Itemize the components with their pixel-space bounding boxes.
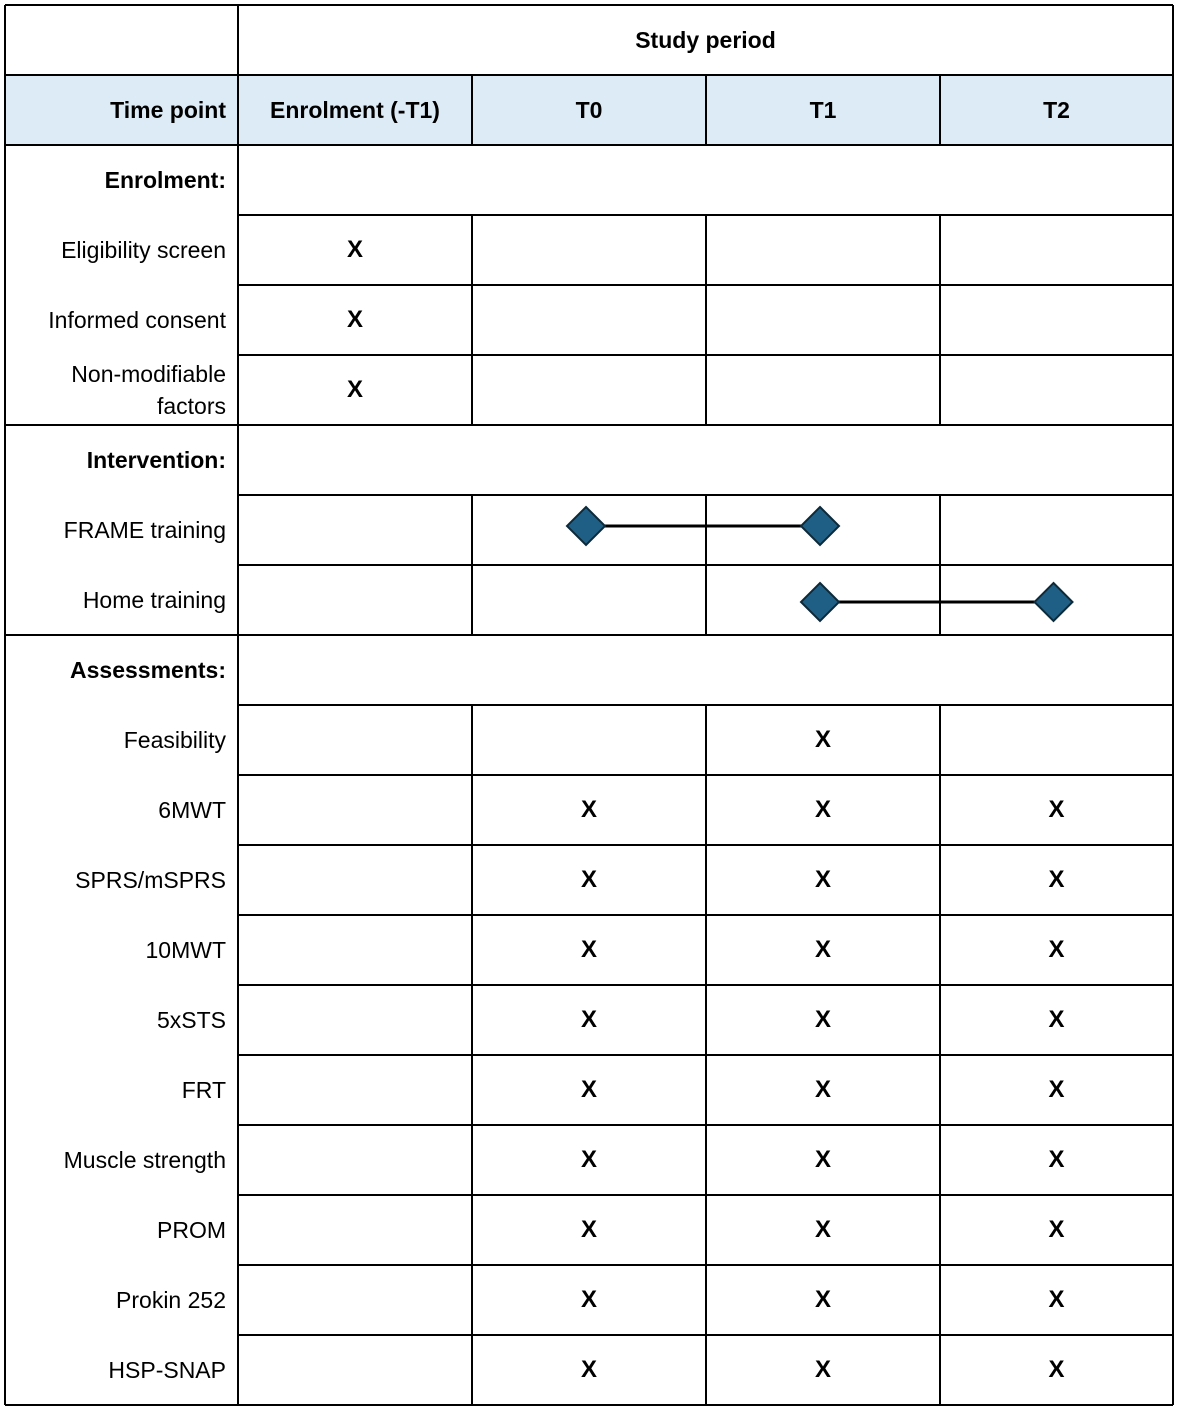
check-mark: X	[346, 236, 363, 263]
row-label: FRT	[181, 1077, 226, 1103]
column-header-t1: T1	[809, 96, 837, 123]
timeline-end-diamond	[1035, 583, 1073, 621]
section-title: Enrolment:	[104, 167, 226, 193]
check-mark: X	[1048, 936, 1065, 963]
column-header-enrolment: Enrolment (-T1)	[270, 96, 440, 123]
column-header-t2: T2	[1043, 96, 1070, 123]
check-mark: X	[580, 866, 597, 893]
check-mark: X	[1048, 1286, 1065, 1313]
check-mark: X	[814, 1356, 831, 1383]
row-label: 10MWT	[145, 937, 226, 963]
row-label: Prokin 252	[116, 1287, 226, 1313]
row-label: Home training	[82, 587, 226, 613]
check-mark: X	[814, 796, 831, 823]
check-mark: X	[814, 936, 831, 963]
check-mark: X	[1048, 866, 1065, 893]
row-label: HSP-SNAP	[108, 1357, 226, 1383]
check-mark: X	[1048, 1216, 1065, 1243]
row-label: Muscle strength	[63, 1147, 226, 1173]
check-mark: X	[1048, 1006, 1065, 1033]
check-mark: X	[1048, 1356, 1065, 1383]
check-mark: X	[814, 1286, 831, 1313]
row-label: FRAME training	[63, 517, 226, 543]
check-mark: X	[580, 1216, 597, 1243]
check-mark: X	[580, 1076, 597, 1103]
check-mark: X	[814, 1006, 831, 1033]
row-label: PROM	[157, 1217, 226, 1243]
check-mark: X	[580, 1286, 597, 1313]
timeline-end-diamond	[801, 507, 839, 545]
check-mark: X	[346, 306, 363, 333]
row-label: Feasibility	[123, 727, 226, 753]
check-mark: X	[580, 796, 597, 823]
row-label: Eligibility screen	[61, 237, 226, 263]
row-label: Non-modifiable factors	[71, 361, 226, 419]
check-mark: X	[580, 1006, 597, 1033]
check-mark: X	[814, 866, 831, 893]
section-title: Intervention:	[86, 447, 226, 473]
check-mark: X	[580, 1146, 597, 1173]
check-mark: X	[580, 936, 597, 963]
row-label: 5xSTS	[156, 1007, 226, 1033]
check-mark: X	[814, 726, 831, 753]
timeline-start-diamond	[801, 583, 839, 621]
check-mark: X	[580, 1356, 597, 1383]
check-mark: X	[814, 1076, 831, 1103]
check-mark: X	[1048, 1076, 1065, 1103]
check-mark: X	[814, 1146, 831, 1173]
row-label: SPRS/mSPRS	[75, 867, 226, 893]
timeline-start-diamond	[567, 507, 605, 545]
time-point-label: Time point	[110, 96, 226, 123]
check-mark: X	[1048, 796, 1065, 823]
row-label: 6MWT	[158, 797, 226, 823]
column-header-t0: T0	[575, 96, 603, 123]
check-mark: X	[1048, 1146, 1065, 1173]
study-period-heading: Study period	[635, 26, 776, 53]
row-label: Informed consent	[48, 307, 226, 333]
section-title: Assessments:	[70, 657, 226, 683]
check-mark: X	[814, 1216, 831, 1243]
check-mark: X	[346, 376, 363, 403]
